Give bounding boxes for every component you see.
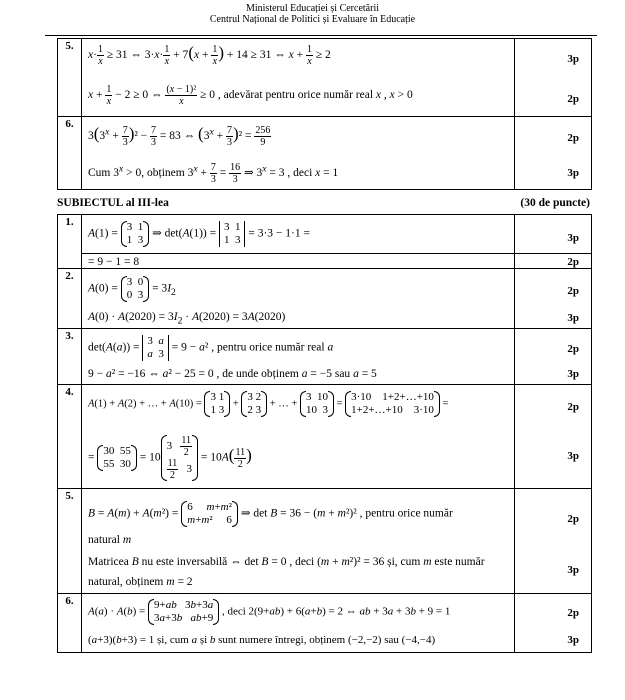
item-body [82, 385, 515, 489]
solution-step: 9 − a² = −16 ⇔ a² − 25 = 0 , de unde obținem a = −5 sau a = 5 [88, 368, 377, 380]
item-body [82, 594, 515, 653]
item-row [58, 489, 592, 594]
solution-step: A(a) · A(b) = 9+ab 3b+3a 3a+3b ab+9 , deci 2(9+ab) + 6(a+b) = 2 ⇔ ab + 3a + 3b + 9 = 1 [88, 599, 451, 624]
item-number: 5. [58, 39, 82, 117]
solution-step: A(1) = 3 1 1 3 ⇒ det(A(1)) = 3 1 1 3 = 3·3 − 1·1 = [88, 221, 310, 246]
item-row [58, 39, 592, 117]
item-number: 6. [58, 594, 82, 653]
solution-step: A(0) = 3 0 0 $3 = 3I_2$ [88, 276, 176, 301]
item-points: 2p 3p [515, 269, 592, 329]
item-body [82, 117, 515, 190]
item-body [82, 39, 515, 117]
solution-step: $3(3^x$ + $\frac{7}{3}$ )² − $\frac{7}{3}$ = 83 ⇔ ($3^x$ + $\frac{7}{3}$ )² = $\frac{256}{9}$ [88, 124, 271, 148]
item-number: 1. [58, 215, 82, 269]
item-number: 2. [58, 269, 82, 329]
item-row [58, 269, 592, 329]
item-points: 2p 3p [515, 329, 592, 385]
item-row [58, 117, 592, 190]
item-body [82, 329, 515, 385]
item-points: 2p 3p [515, 385, 592, 489]
solution-step: B = A(m) + A(m²) = 6 m+m² m+m² 6 ⇒ det B = 36 − (m + m²)² , pentru orice număr [88, 501, 453, 526]
solution-step: A(1) + A(2) + … + A(10) = 3 1 1 3 + 3 2 2 3 + … + 3 10 10 3 = 3·10 1+2+…+10 1+2+…+10 3·10 = [88, 391, 449, 416]
solution-step: (a+3)(b+3) = 1 și, cum a și b sunt numere întregi, obținem (−2,−2) sau (−4,−4) [88, 634, 436, 646]
solution-step: x + $\frac{1}{x}$ − 2 ≥ 0 ⇔ $\frac{\text{(x − 1)²}}{x}$ ≥ 0 , adevărat pentru orice număr real x , x > 0 [88, 84, 413, 107]
center-name: Centrul Național de Politici și Evaluare în Educație [209, 14, 416, 25]
item-row [58, 594, 592, 653]
section-total-points: (30 de puncte) [520, 197, 590, 209]
solution-step: $A(0) \cdot A(2020) = 3I_2 \cdot A(2020) = 3A(2020)$ [88, 311, 286, 327]
solution-step: = 9 − 1 = 8 [88, 256, 140, 268]
item-points: 3p 2p [515, 39, 592, 117]
item-points: 3p 2p [515, 215, 592, 269]
item-row [58, 329, 592, 385]
solution-step: x· $\frac{1}{x}$ ≥ 31 ⇔ 3·x· $\frac{1}{x}$ + 7(x + $\frac{1}{x}$ ) + 14 ≥ 31 ⇔ x + $\frac{1}{x}$ ≥ 2 [88, 43, 331, 67]
item-number: 4. [58, 385, 82, 489]
ministry-name: Ministerul Educației și Cercetării [245, 3, 379, 14]
item-number: 6. [58, 117, 82, 190]
solution-step: natural m [88, 534, 132, 546]
solution-step: natural, obținem m = 2 [88, 576, 193, 588]
solution-step: Cum $3^x > 0$, obținem $3^x$ + $\frac{7}{3}$ = $\frac{16}{3}$ ⇒ $3^x = 3$ , deci x = 1 [88, 162, 339, 185]
item-points: 2p 3p [515, 489, 592, 594]
item-points: 2p 3p [515, 594, 592, 653]
item-points: 2p 3p [515, 117, 592, 190]
item-body [82, 215, 515, 269]
subject-2-table [57, 38, 592, 190]
item-body [82, 269, 515, 329]
item-number: 5. [58, 489, 82, 594]
solution-step: det(A(a)) = 3 a a 3 = 9 − a² , pentru orice număr real a [88, 335, 334, 360]
subject-3-table [57, 214, 592, 653]
item-body [82, 489, 515, 594]
item-row [58, 385, 592, 489]
section-title: SUBIECTUL al III-lea [57, 197, 169, 209]
item-row [58, 215, 592, 269]
solution-step: = 30 55 55 30 = 103 $\frac{11}{2}$ $\frac{11}{2}$ 3 = 10A( $\frac{11}{2}$ ) [88, 435, 252, 481]
solution-step: Matricea B nu este inversabilă ⇔ det B = 0 , deci (m + m²)² = 36 și, cum m este număr [88, 556, 485, 568]
header-divider [45, 35, 597, 36]
section-heading [57, 197, 590, 211]
item-number: 3. [58, 329, 82, 385]
